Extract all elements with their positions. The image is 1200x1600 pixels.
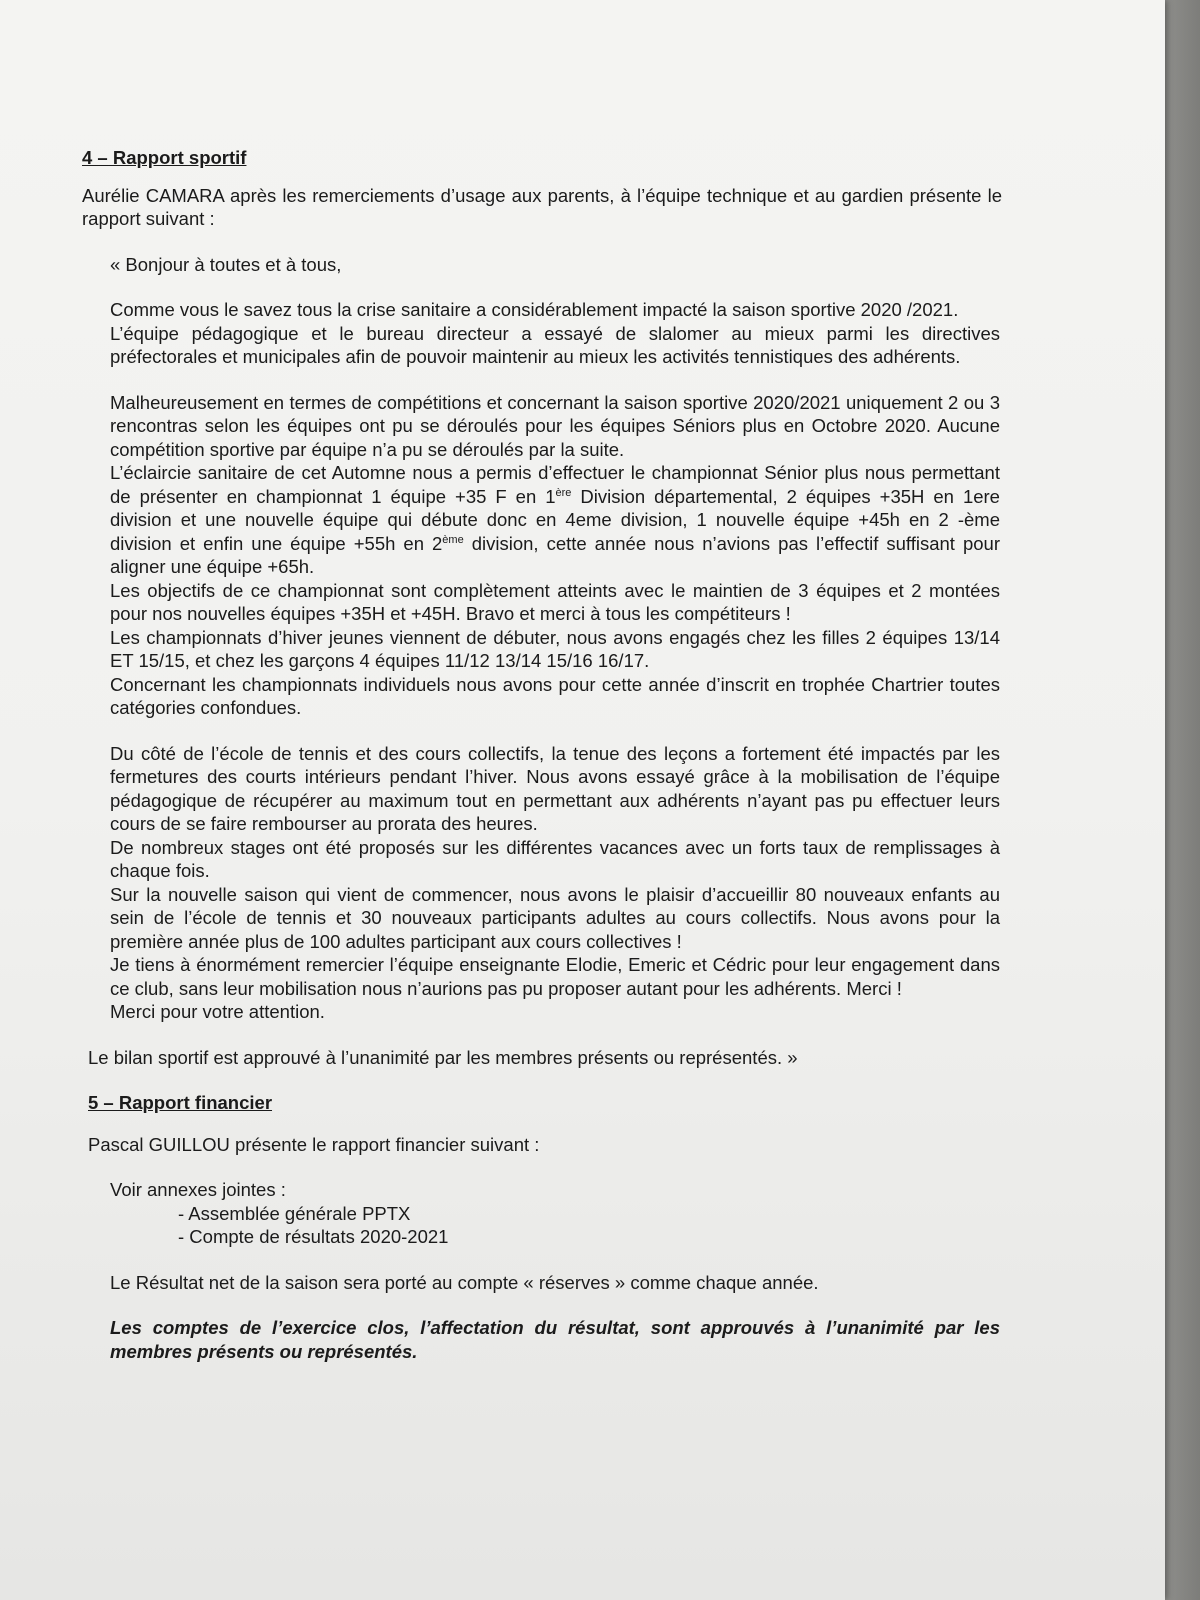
section-4-title: 4 – Rapport sportif: [82, 147, 247, 168]
annex-item: - Compte de résultats 2020-2021: [178, 1226, 449, 1247]
paragraph: L’équipe pédagogique et le bureau directeur a essayé de slalomer au mieux parmi les directives préfectorales et municipales afin de pouvoir maintenir au mieux les activités tennistiques des adhérents.: [110, 322, 1000, 367]
superscript: ère: [555, 486, 572, 499]
sport-approval: Le bilan sportif est approuvé à l’unanimité par les membres présents ou représentés. »: [88, 1046, 798, 1068]
annex-label: Voir annexes jointes :: [110, 1179, 286, 1200]
text: division, cette année nous n’avions pas l’effectif suffisant pour aligner une équipe +65h.: [110, 532, 1000, 577]
net-result: Le Résultat net de la saison sera porté au compte « réserves » comme chaque année.: [110, 1271, 819, 1293]
paragraph: Je tiens à énormément remercier l’équipe enseignante Elodie, Emeric et Cédric pour leur engagement dans ce club, sans leur mobilisation nous n’aurions pas pu proposer autant pour les adhérents. Merci !: [110, 954, 1000, 999]
greeting: « Bonjour à toutes et à tous,: [110, 253, 342, 275]
paragraph: Les objectifs de ce championnat sont complètement atteints avec le maintien de 3 équipes et 2 montées pour nos nouvelles équipes +35H et +45H. Bravo et merci à tous les compétiteurs !: [110, 579, 1000, 624]
text: L’éclaircie sanitaire de cet Automne nous a permis d’effectuer le championnat Sénior plus nous permettant de présenter en championnat 1 équipe +35 F en 1: [110, 462, 1000, 507]
sport-report-quote: [110, 253, 1000, 1024]
paragraph: De nombreux stages ont été proposés sur les différentes vacances avec un forts taux de remplissages à chaque fois.: [110, 836, 1000, 881]
paragraph: Les championnats d’hiver jeunes viennent de débuter, nous avons engagés chez les filles 2 équipes 13/14 ET 15/15, et chez les garçons 4 équipes 11/12 13/14 15/16 16/17.: [110, 626, 1000, 671]
annex-item: - Assemblée générale PPTX: [178, 1202, 411, 1224]
paragraph: Merci pour votre attention.: [110, 1001, 325, 1022]
paragraph: Sur la nouvelle saison qui vient de commencer, nous avons le plaisir d’accueillir 80 nouveaux enfants au sein de l’école de tennis et 30 nouveaux participants adultes au cours collectifs. Nous avons pour la première année plus de 100 adultes participant aux cours collectives !: [110, 883, 1000, 952]
paragraph: [110, 461, 1000, 579]
document-body: [82, 146, 1002, 1363]
text: Division départemental, 2 équipes +35H en 1ere division et une nouvelle équipe qui débute donc en 4eme division, 1 nouvelle équipe +45h en 2 -ème division et enfin une équipe +55h en 2: [110, 485, 1000, 554]
section-4-intro: Aurélie CAMARA après les remerciements d’usage aux parents, à l’équipe technique et au gardien présente le rapport suivant :: [82, 184, 1002, 229]
section-5-title: 5 – Rapport financier: [88, 1092, 273, 1113]
paragraph: Concernant les championnats individuels nous avons pour cette année d’inscrit en trophée Chartrier toutes catégories confondues.: [110, 673, 1000, 718]
finance-approval: Les comptes de l’exercice clos, l’affectation du résultat, sont approuvés à l’unanimité par les membres présents ou représentés.: [110, 1317, 1000, 1362]
paragraph: Comme vous le savez tous la crise sanitaire a considérablement impacté la saison sportive 2020 /2021.: [110, 299, 959, 320]
annex-list: [178, 1202, 1000, 1249]
superscript: ème: [442, 533, 464, 546]
paragraph: Malheureusement en termes de compétitions et concernant la saison sportive 2020/2021 uniquement 2 ou 3 rencontras selon les équipes ont pu se déroulés pour les équipes Séniors plus en Octobre 2020. Aucune compétition sportive par équipe n’a pu se déroulés par la suite.: [110, 391, 1000, 460]
paragraph: Du côté de l’école de tennis et des cours collectifs, la tenue des leçons a fortement été impactés par les fermetures des courts intérieurs pendant l’hiver. Nous avons essayé grâce à la mobilisation de l’équipe pédagogique de récupérer au maximum tout en permettant aux adhérents n’ayant pas pu effectuer leurs cours de se faire rembourser au prorata des heures.: [110, 742, 1000, 834]
section-5-intro: Pascal GUILLOU présente le rapport financier suivant :: [88, 1133, 540, 1155]
finance-block: [110, 1178, 1000, 1363]
